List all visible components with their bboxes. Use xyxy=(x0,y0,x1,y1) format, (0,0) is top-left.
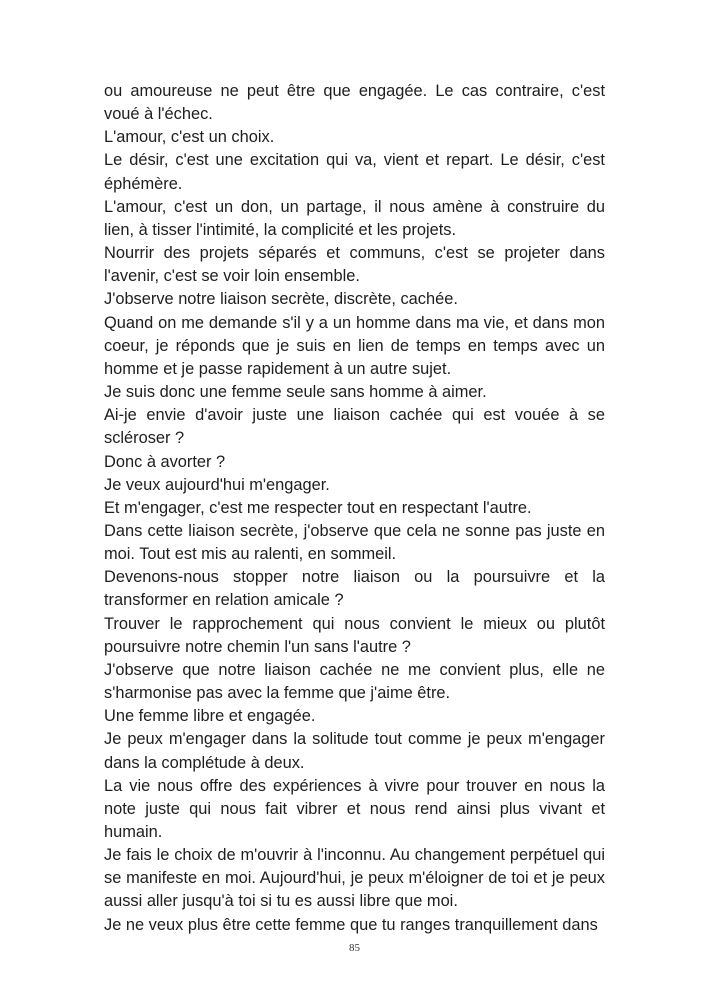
paragraph: Je ne veux plus être cette femme que tu ranges tranquillement dans xyxy=(104,915,598,934)
paragraph: Je veux aujourd'hui m'engager. xyxy=(104,475,330,494)
paragraph: L'amour, c'est un choix. xyxy=(104,128,275,147)
paragraph: Une femme libre et engagée. xyxy=(104,707,316,726)
paragraph: Dans cette liaison secrète, j'observe que cela ne sonne pas juste en moi. Tout est mis au ralenti, en sommeil. xyxy=(104,521,605,564)
paragraph: Et m'engager, c'est me respecter tout en respectant l'autre. xyxy=(104,498,532,517)
paragraph: Le désir, c'est une excitation qui va, vient et repart. Le désir, c'est éphémère. xyxy=(104,151,605,193)
paragraph: Donc à avorter ? xyxy=(104,452,226,471)
paragraph: Quand on me demande s'il y a un homme dans ma vie, et dans mon coeur, je réponds que je suis en lien de temps en temps avec un homme et je passe rapidement à un autre sujet. xyxy=(104,313,605,378)
paragraph: Nourrir des projets séparés et communs, c'est se projeter dans l'avenir, c'est se voir loin ensemble. xyxy=(104,244,605,286)
paragraph: ou amoureuse ne peut être que engagée. Le cas contraire, c'est voué à l'échec. xyxy=(104,82,605,124)
paragraph: Ai-je envie d'avoir juste une liaison cachée qui est vouée à se scléroser ? xyxy=(104,406,605,448)
page-number: 85 xyxy=(349,942,360,954)
paragraph: L'amour, c'est un don, un partage, il nous amène à construire du lien, à tisser l'intimité, la complicité et les projets. xyxy=(104,197,605,239)
paragraph: Je fais le choix de m'ouvrir à l'inconnu. Au changement perpétuel qui se manifeste en moi. Aujourd'hui, je peux m'éloigner de toi et je peux aussi aller jusqu'à toi si tu es aussi libre que moi. xyxy=(104,846,605,911)
paragraph: Trouver le rapprochement qui nous convient le mieux ou plutôt poursuivre notre chemin l'un sans l'autre ? xyxy=(104,614,605,656)
paragraph: Je suis donc une femme seule sans homme à aimer. xyxy=(104,383,487,402)
paragraph: J'observe notre liaison secrète, discrète, cachée. xyxy=(104,290,458,309)
paragraph: J'observe que notre liaison cachée ne me convient plus, elle ne s'harmonise pas avec la femme que j'aime être. xyxy=(104,660,605,703)
paragraph: La vie nous offre des expériences à vivre pour trouver en nous la note juste qui nous fait vibrer et nous rend ainsi plus vivant et humain. xyxy=(104,776,605,841)
paragraph: Devenons-nous stopper notre liaison ou la poursuivre et la transformer en relation amicale ? xyxy=(104,568,605,610)
paragraph: Je peux m'engager dans la solitude tout comme je peux m'engager dans la complétude à deux. xyxy=(104,730,605,772)
body-text xyxy=(104,80,605,937)
